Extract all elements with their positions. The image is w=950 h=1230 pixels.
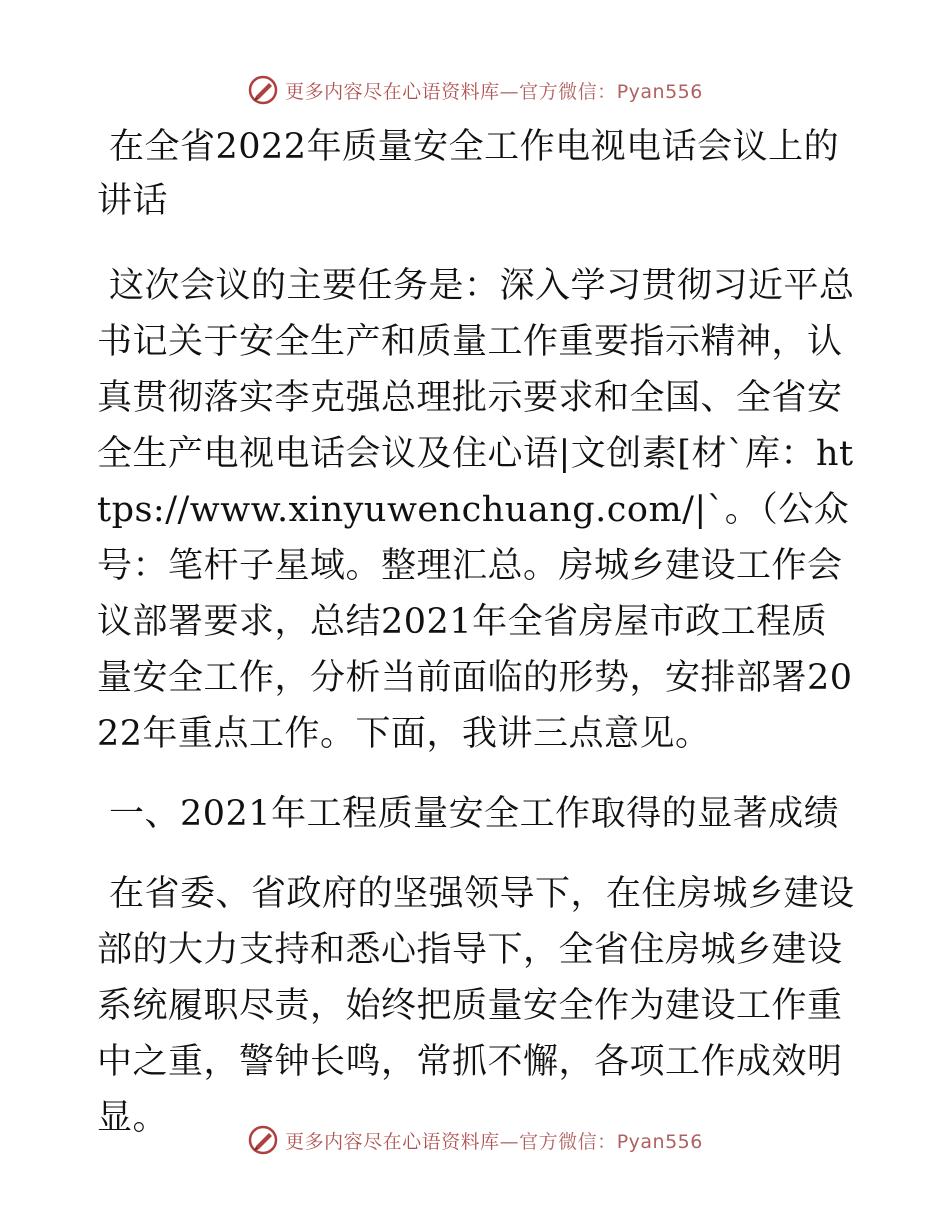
watermark-wechat-label: 官方微信： <box>519 1130 617 1153</box>
section-heading-1: 一、2021年工程质量安全工作取得的显著成绩 <box>109 794 840 834</box>
pen-seal-logo-icon <box>247 74 279 106</box>
watermark-wechat-id: Pyan556 <box>616 80 703 103</box>
watermark-main: 更多内容尽在心语资料库 <box>285 80 500 103</box>
pen-seal-logo-icon <box>247 1124 279 1156</box>
watermark-wechat-id: Pyan556 <box>616 1130 703 1153</box>
paragraph-achievements: 在省委、省政府的坚强领导下，在住房城乡建设部的大力支持和悉心指导下，全省住房城乡建设系统履职尽责，始终把质量安全作为建设工作重中之重，警钟长鸣，常抓不懈，各项工作成效明显。 <box>97 874 855 1138</box>
watermark-separator: — <box>499 80 520 103</box>
watermark-main: 更多内容尽在心语资料库 <box>285 1130 500 1153</box>
document-body <box>97 120 857 1170</box>
watermark-wechat-label: 官方微信： <box>519 80 617 103</box>
watermark-banner-top <box>0 70 950 110</box>
watermark-separator: — <box>499 1130 520 1153</box>
watermark-text <box>285 77 703 104</box>
watermark-text <box>285 1127 703 1154</box>
paragraph-intro: 这次会议的主要任务是：深入学习贯彻习近平总书记关于安全生产和质量工作重要指示精神，认真贯彻落实李克强总理批示要求和全国、全省安全生产电视电话会议及住心语|文创素[材`库：https://www.xinyuwenchuang.com/|`。（公众号：笔杆子星域。整理汇总。房城乡建设工作会议部署要求，总结2021年全省房屋市政工程质量安全工作，分析当前面临的形势，安排部署2022年重点工作。下面，我讲三点意见。 <box>97 266 855 754</box>
document-title: 在全省2022年质量安全工作电视电话会议上的讲话 <box>97 127 840 221</box>
watermark-banner-bottom <box>0 1120 950 1160</box>
